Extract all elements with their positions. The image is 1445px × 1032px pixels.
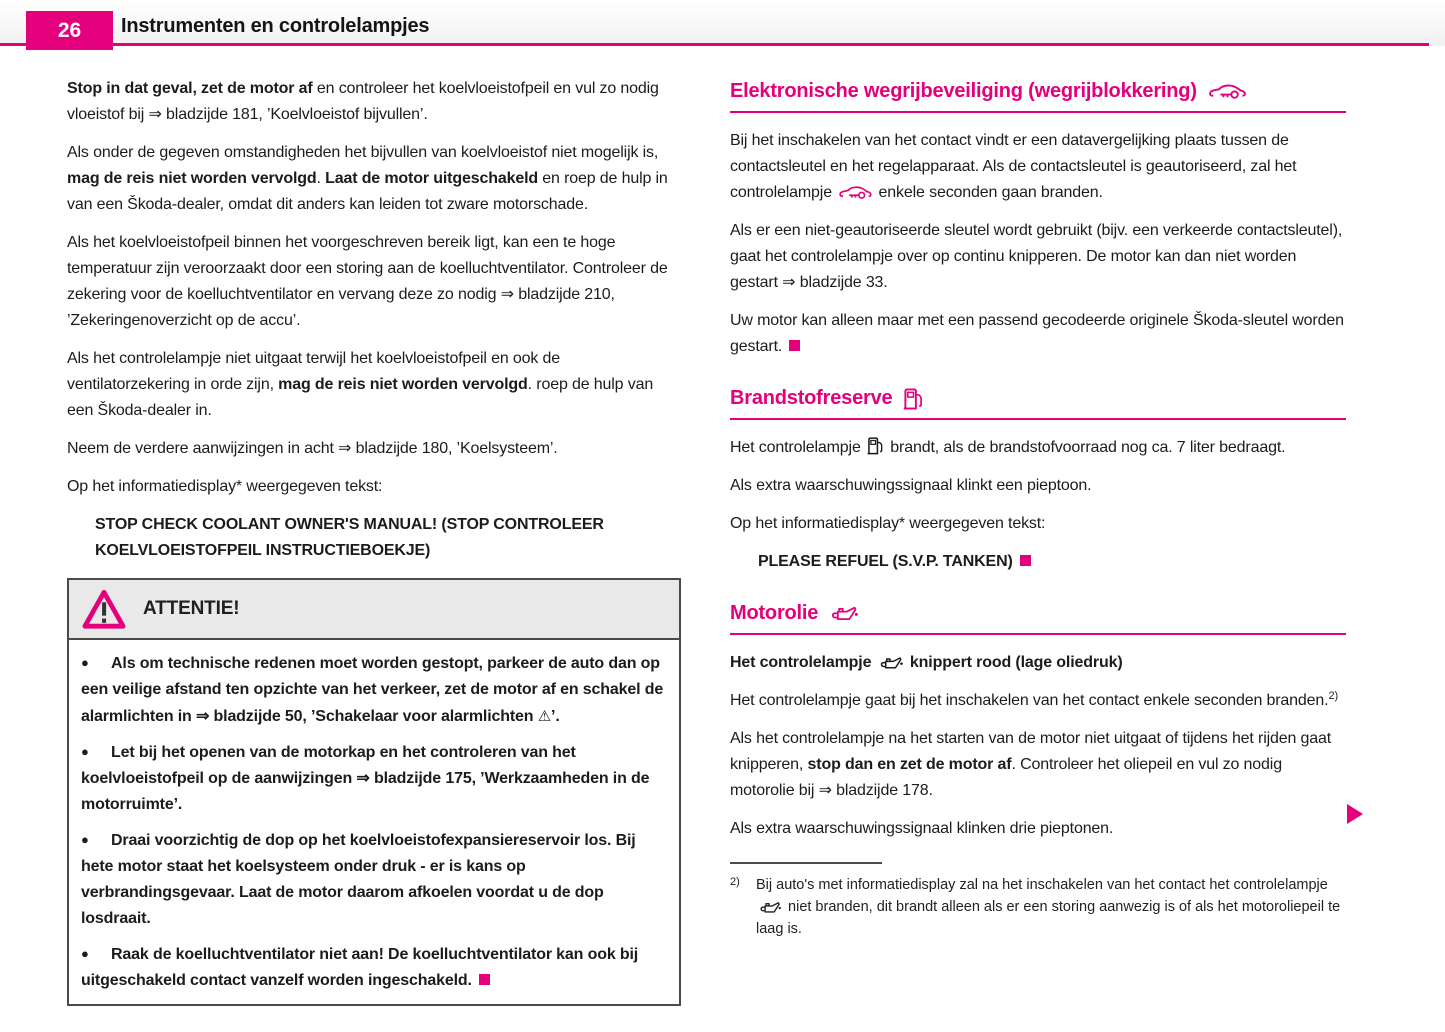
paragraph: Stop in dat geval, zet de motor af en controleer het koelvloeistofpeil en vul zo nodig vloeistof bij ⇒ bladzijde 181, ’Koelvloeistof bijvullen’.	[67, 80, 659, 123]
hazard-warning-icon: ⚠	[537, 707, 552, 725]
paragraph: Als extra waarschuwingssignaal klinkt een pieptoon.	[730, 477, 1092, 494]
paragraph: Als extra waarschuwingssignaal klinken drie pieptonen.	[730, 820, 1114, 837]
list-item: ● Raak de koelluchtventilator niet aan! De koelluchtventilator kan ook bij uitgeschakeld contact vanzelf worden ingeschakeld.	[81, 941, 667, 994]
attention-box	[67, 578, 681, 1006]
footnote-marker: 2)	[730, 876, 740, 888]
paragraph: Als het controlelampje na het starten van de motor niet uitgaat of tijdens het rijden gaat knipperen, stop dan en zet de motor af. Controleer het oliepeil en vul zo nodig motorolie bij ⇒ bladzijde 178.	[730, 730, 1332, 799]
footnote: 2) Bij auto's met informatiedisplay zal na het inschakelen van het contact het controlelampje niet branden, dit brandt alleen als er een storing aanwezig is of als het motoroliepeil te laag is.	[730, 874, 1348, 940]
fuel-pump-icon	[867, 436, 884, 455]
fuel-pump-icon	[903, 387, 924, 410]
footnote-section	[730, 862, 1348, 940]
paragraph: Het controlelampje brandt, als de brandstofvoorraad nog ca. 7 liter bedraagt.	[730, 435, 1346, 461]
oil-can-icon	[758, 900, 782, 914]
bullet-icon: ●	[81, 946, 89, 961]
bullet-icon: ●	[81, 832, 89, 847]
paragraph: Neem de verdere aanwijzingen in acht ⇒ bladzijde 180, ’Koelsysteem’.	[67, 440, 558, 457]
section-end-icon	[479, 974, 490, 985]
attention-body	[69, 640, 679, 1004]
paragraph: Uw motor kan alleen maar met een passend gecodeerde originele Škoda-sleutel worden gestart.	[730, 312, 1344, 355]
footnote-rule	[730, 862, 882, 864]
list-item: ● Als om technische redenen moet worden gestopt, parkeer de auto dan op een veilige afstand ten opzichte van het verkeer, zet de motor af en schakel de alarmlichten in ⇒ bladzijde 50, ’Schakelaar voor alarmlichten ⚠’.	[81, 650, 667, 730]
header-rule	[0, 43, 1429, 46]
list-item: ● Let bij het openen van de motorkap en het controleren van het koelvloeistofpeil op de aanwijzingen ⇒ bladzijde 175, ’Werkzaamheden in de motorruimte’.	[81, 739, 667, 818]
display-message: STOP CHECK COOLANT OWNER'S MANUAL! (STOP CONTROLEER KOELVLOEISTOFPEIL INSTRUCTIEBOEKJE)	[95, 516, 604, 559]
oil-can-icon	[829, 604, 859, 622]
footnote-ref: 2)	[1328, 690, 1338, 702]
warning-triangle-icon	[81, 588, 127, 630]
section-end-icon	[1020, 555, 1031, 566]
page-number: 26	[26, 11, 113, 50]
attention-header	[69, 580, 679, 640]
page-header	[0, 0, 1445, 46]
paragraph: Als het controlelampje niet uitgaat terwijl het koelvloeistofpeil en ook de ventilatorzekering in orde zijn, mag de reis niet worden vervolgd. roep de hulp van een Škoda-dealer in.	[67, 350, 654, 419]
section-heading-immobilizer: Elektronische wegrijbeveiliging (wegrijblokkering)	[730, 78, 1346, 113]
display-message: PLEASE REFUEL (S.V.P. TANKEN)	[758, 549, 1346, 575]
paragraph: Op het informatiedisplay* weergegeven tekst:	[67, 478, 383, 495]
section-end-icon	[789, 340, 800, 351]
bullet-icon: ●	[81, 655, 89, 670]
paragraph: Op het informatiedisplay* weergegeven tekst:	[730, 515, 1046, 532]
continuation-arrow-icon	[1347, 804, 1363, 824]
paragraph: Als er een niet-geautoriseerde sleutel wordt gebruikt (bijv. een verkeerde contactsleutel), gaat het controlelampje over op continu knipperen. De motor kan dan niet worden gestart ⇒ bladzijde 33.	[730, 222, 1343, 291]
attention-title: ATTENTIE!	[143, 598, 240, 619]
immobilizer-icon	[838, 185, 872, 200]
paragraph: Het controlelampje gaat bij het inschakelen van het contact enkele seconden branden.$^{2)}$	[730, 690, 1338, 709]
section-heading-fuel-reserve: Brandstofreserve	[730, 385, 1346, 420]
paragraph: Bij het inschakelen van het contact vindt er een datavergelijking plaats tussen de contactsleutel en het regelapparaat. Als de contactsleutel is geautoriseerd, zal het controlelampje enkele seconden gaan branden.	[730, 132, 1297, 201]
section-heading-engine-oil: Motorolie	[730, 600, 1346, 635]
right-column	[730, 76, 1346, 854]
sub-heading: Het controlelampje knippert rood (lage oliedruk)	[730, 654, 1123, 671]
list-item: ● Draai voorzichtig de dop op het koelvloeistofexpansiereservoir los. Bij hete motor staat het koelsysteem onder druk - er is kans op verbrandingsgevaar. Laat de motor daarom afkoelen voordat u de dop losdraait.	[81, 827, 667, 932]
oil-can-icon	[878, 655, 904, 670]
left-column	[67, 76, 681, 1006]
paragraph: Als het koelvloeistofpeil binnen het voorgeschreven bereik ligt, kan een te hoge temperatuur zijn veroorzaakt door een storing aan de koelluchtventilator. Controleer de zekering voor de koelluchtventilator en vervang deze zo nodig ⇒ bladzijde 210, ’Zekeringenoverzicht op de accu’.	[67, 234, 668, 329]
page-title: Instrumenten en controlelampjes	[121, 15, 430, 37]
immobilizer-icon	[1208, 83, 1246, 100]
bullet-icon: ●	[81, 744, 89, 759]
paragraph: Als onder de gegeven omstandigheden het bijvullen van koelvloeistof niet mogelijk is, mag de reis niet worden vervolgd. Laat de motor uitgeschakeld en roep de hulp in van een Škoda-dealer, omdat dit anders kan leiden tot zware motorschade.	[67, 144, 668, 213]
